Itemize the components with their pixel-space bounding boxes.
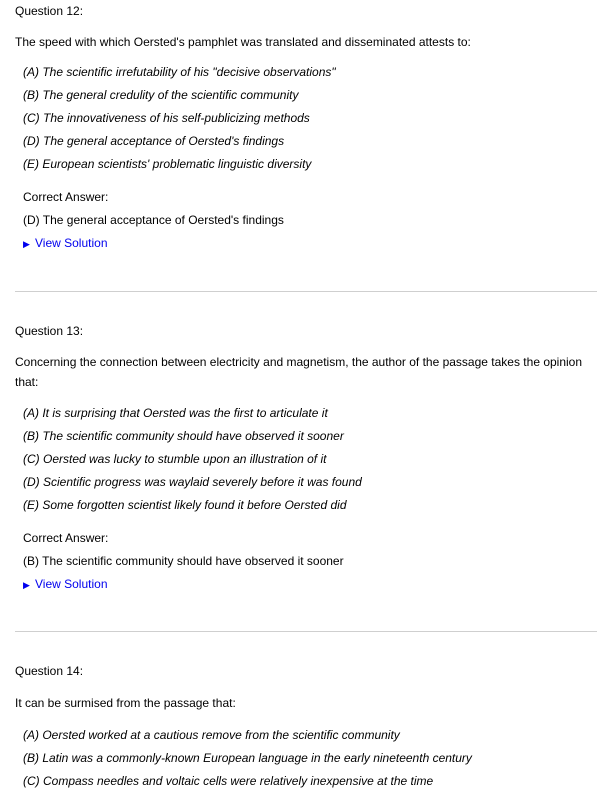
choice-c: (C) Compass needles and voltaic cells were relatively inexpensive at the time bbox=[23, 774, 434, 788]
correct-answer-text: (B) The scientific community should have observed it sooner bbox=[23, 554, 344, 568]
choice-list bbox=[23, 65, 603, 180]
choice-e: (E) Some forgotten scientist likely found it before Oersted did bbox=[23, 498, 347, 512]
choice-a: (A) Oersted worked at a cautious remove from the scientific community bbox=[23, 728, 400, 742]
section-divider bbox=[15, 631, 597, 632]
view-solution-link[interactable] bbox=[23, 577, 108, 592]
triangle-right-icon: ▶ bbox=[23, 239, 30, 249]
choice-c: (C) Oersted was lucky to stumble upon an illustration of it bbox=[23, 452, 327, 466]
choice-list bbox=[23, 406, 603, 521]
choice-a: (A) The scientific irrefutability of his "decisive observations" bbox=[23, 65, 336, 79]
choice-a: (A) It is surprising that Oersted was the first to articulate it bbox=[23, 406, 328, 420]
question-prompt: It can be surmised from the passage that: bbox=[15, 696, 236, 710]
choice-b: (B) The general credulity of the scientific community bbox=[23, 88, 299, 102]
correct-answer-label: Correct Answer: bbox=[23, 190, 109, 204]
choice-b: (B) Latin was a commonly-known European language in the early nineteenth century bbox=[23, 751, 472, 765]
correct-answer-label: Correct Answer: bbox=[23, 531, 109, 545]
question-label: Question 12: bbox=[15, 4, 84, 18]
view-solution-label: View Solution bbox=[35, 236, 108, 250]
question-prompt: The speed with which Oersted's pamphlet was translated and disseminated attests to: bbox=[15, 35, 471, 49]
choice-b: (B) The scientific community should have observed it sooner bbox=[23, 429, 344, 443]
triangle-right-icon: ▶ bbox=[23, 580, 30, 590]
section-divider bbox=[15, 291, 597, 292]
choice-e: (E) European scientists' problematic linguistic diversity bbox=[23, 157, 312, 171]
question-prompt: Concerning the connection between electricity and magnetism, the author of the passage takes the opinion that: bbox=[15, 355, 583, 389]
choice-c: (C) The innovativeness of his self-publicizing methods bbox=[23, 111, 310, 125]
choice-list bbox=[23, 728, 603, 797]
correct-answer-text: (D) The general acceptance of Oersted's findings bbox=[23, 213, 284, 227]
view-solution-link[interactable] bbox=[23, 236, 108, 251]
question-label: Question 14: bbox=[15, 664, 84, 678]
view-solution-label: View Solution bbox=[35, 577, 108, 591]
question-label: Question 13: bbox=[15, 324, 84, 338]
choice-d: (D) Scientific progress was waylaid severely before it was found bbox=[23, 475, 362, 489]
choice-d: (D) The general acceptance of Oersted's findings bbox=[23, 134, 285, 148]
